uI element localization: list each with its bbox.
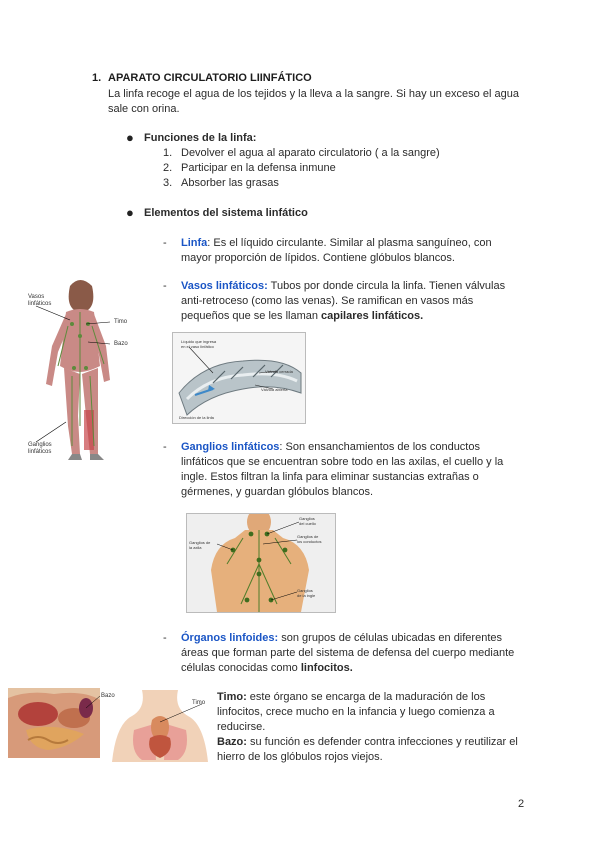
linfa-paragraph-line-1 [181, 236, 492, 251]
timo-term: Timo: [217, 691, 247, 703]
body-label: linfáticos [28, 301, 52, 307]
dash: - [163, 441, 167, 453]
timo-paragraph-line-1 [217, 690, 485, 705]
linfa-term: Linfa [181, 237, 208, 249]
organos-text: células conocidas como [181, 662, 301, 674]
organos-paragraph-line-1 [181, 631, 502, 646]
body-label: linfáticos [28, 449, 52, 455]
vessel-label: Dirección de la linfa [179, 415, 214, 420]
bazo-text: su función es defender contra infecciones y reutilizar el [246, 736, 518, 748]
section-title: APARATO CIRCULATORIO LIINFÁTICO [108, 72, 312, 84]
bazo-term: Bazo: [217, 736, 247, 748]
body-label: Ganglios [28, 442, 52, 448]
list-item-number: 2. [163, 162, 173, 174]
nodes-label: los conductos [297, 539, 322, 544]
dash: - [163, 280, 167, 292]
vessel-label: Líquido que ingresa [181, 339, 217, 344]
nodes-label: Ganglios de [297, 534, 319, 539]
timo-text: este órgano se encarga de la maduración de los [246, 691, 486, 703]
lymphatic-body-figure [28, 276, 146, 462]
spleen-figure [8, 688, 100, 758]
ganglios-term: Ganglios linfáticos [181, 441, 280, 453]
vasos-term: Vasos linfáticos: [181, 280, 268, 292]
organos-bold: linfocitos. [300, 662, 353, 674]
vasos-paragraph-line-3 [181, 309, 423, 324]
abdomen-organs-illustration [8, 688, 100, 758]
elementos-title: Elementos del sistema linfático [144, 207, 308, 219]
nodes-label: Ganglios [297, 588, 313, 593]
list-item-number: 1. [163, 147, 173, 159]
vasos-text: Tubos por donde circula la linfa. Tienen válvulas [267, 280, 506, 292]
linfa-text: : Es el líquido circulante. Similar al plasma sanguíneo, con [207, 237, 492, 249]
vessel-label: en el vaso linfático [181, 344, 214, 349]
vasos-bold: capilares linfáticos. [321, 310, 424, 322]
vasos-text: pequeños que se les llaman [181, 310, 322, 322]
dash: - [163, 632, 167, 644]
nodes-label: Ganglios [299, 516, 315, 521]
body-label: Vasos [28, 294, 45, 300]
bazo-paragraph-line-1 [217, 735, 518, 750]
funciones-title: Funciones de la linfa: [144, 132, 257, 144]
dash: - [163, 237, 167, 249]
organos-text: son grupos de células ubicadas en diferentes [278, 632, 503, 644]
body-label: Bazo [114, 341, 128, 347]
intro-line-2: sale con orina. [108, 103, 180, 115]
nodes-label: del cuello [299, 521, 316, 526]
timo-paragraph-line-3: reducirse. [217, 721, 266, 733]
bullet-dot: ● [126, 205, 134, 220]
ganglios-paragraph-line-1 [181, 440, 480, 455]
ganglios-paragraph-line-3: ingle. Estos filtran la linfa para eliminar sustancias extrañas o [181, 471, 479, 483]
body-label: Timo [114, 319, 128, 325]
timo-paragraph-line-2: linfocitos, crece mucho en la infancia y luego comienza a [217, 706, 495, 718]
bullet-dot: ● [126, 130, 134, 145]
list-item: Absorber las grasas [181, 177, 279, 189]
list-item: Participar en la defensa inmune [181, 162, 336, 174]
linfa-paragraph-line-2: mayor proporción de lípidos. Contiene glóbulos blancos. [181, 252, 455, 264]
organos-term: Órganos linfoides: [181, 632, 279, 644]
nodes-label: de la ingle [297, 593, 316, 598]
vasos-paragraph-line-1 [181, 279, 505, 294]
lymph-vessel-figure [172, 332, 306, 424]
organ-label: Bazo [101, 693, 115, 699]
list-item-number: 3. [163, 177, 173, 189]
ganglios-text: : Son ensanchamientos de los conductos [279, 441, 480, 453]
organos-paragraph-line-3 [181, 661, 353, 676]
vessel-label: Válvula abierta [261, 387, 288, 392]
page-number: 2 [518, 798, 525, 810]
vasos-paragraph-line-2: anti-retroceso (como las venas). Se ramifican en vasos más [181, 295, 474, 307]
section-number: 1. [92, 72, 102, 84]
nodes-label: Ganglios de [189, 540, 211, 545]
organos-paragraph-line-2: áreas que forman parte del sistema de defensa del cuerpo mediante [181, 647, 515, 659]
ganglios-paragraph-line-2: linfáticos que se encuentran sobre todo en las axilas, el cuello y la [181, 456, 504, 468]
ganglios-paragraph-line-4: gérmenes, y guardan glóbulos blancos. [181, 486, 374, 498]
vessel-label: Válvula cerrada [265, 369, 293, 374]
list-item: Devolver el agua al aparato circulatorio ( a la sangre) [181, 147, 440, 159]
bazo-paragraph-line-2: hierro de los glóbulos rojos viejos. [217, 751, 383, 763]
organ-label: Timo [192, 700, 206, 706]
lymph-nodes-figure [186, 513, 336, 613]
intro-line-1: La linfa recoge el agua de los tejidos y la lleva a la sangre. Si hay un exceso el agua [108, 88, 519, 100]
nodes-label: la axila [189, 545, 202, 550]
